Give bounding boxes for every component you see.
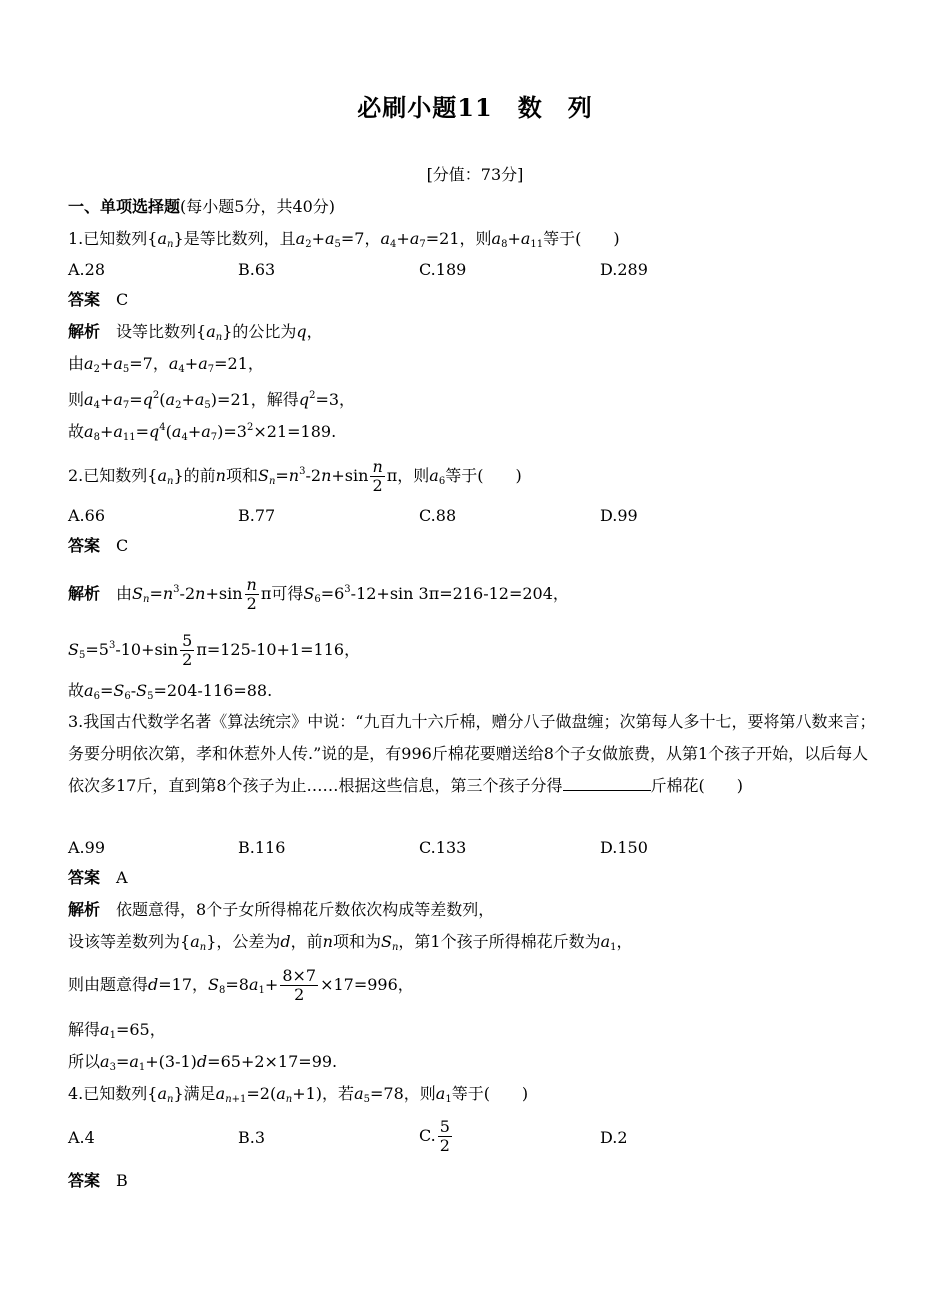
- q4-option-c: C. $\frac{5}{2}$: [419, 1117, 450, 1155]
- q2-answer: 答案 C: [68, 536, 129, 555]
- q1-option-c: C.189: [419, 260, 467, 279]
- q3-analysis-2: 设该等差数列为$\{a_n\}$，公差为d，前n项和为$S_n$，第1个孩子所得棉花斤数为$a_1$，: [68, 932, 633, 953]
- q2-analysis-2: $S_5=5^3-10+\sin$ $\frac{5}{2}$ π=125-10+1=116，: [68, 631, 361, 669]
- q2-option-b: B.77: [238, 506, 276, 525]
- q3-option-c: C.133: [419, 838, 467, 857]
- score-total: [分值：73分]: [426, 165, 524, 184]
- q3-option-b: B.116: [238, 838, 286, 857]
- q4-option-b: B.3: [238, 1128, 266, 1147]
- q3-analysis-5: 所以$a_3=a_1+(3-1)d=65+2\times 17=99$.: [68, 1052, 338, 1073]
- q3-option-d: D.150: [600, 838, 648, 857]
- q2-analysis-3: 故$a_6=S_6-S_5=204-116=88$.: [68, 681, 273, 702]
- q2-analysis-1: 解析 由$S_n=n^3-2n+\sin$ $\frac{n}{2}$ π可得$S_6=6^3-12+\sin$ 3π=216-12=204，: [68, 575, 569, 613]
- q3-analysis-3: 则由题意得d=17，$S_8=8a_1+$ $\frac{8\times 7}{2}$ ×17=996，: [68, 966, 414, 1004]
- page-title: 必刷小题11 数 列: [357, 93, 593, 122]
- q3-answer: 答案 A: [68, 868, 128, 887]
- section-heading: 一、单项选择题(每小题5分，共40分): [68, 197, 336, 216]
- q2-option-d: D.99: [600, 506, 638, 525]
- question-3: 3.我国古代数学名著《算法统宗》中说：“九百九十六斤棉，赠分八子做盘缠；次第每人多十七，要将第八数来言；务要分明依次第，孝和休惹外人传.”说的是，有996斤棉花要赠送给8个子女做旅费，从第1个孩子开始，以后每人依次多17斤，直到第8个孩子为止……根据这些信息，第三个孩子分得 斤棉花( ): [68, 712, 876, 795]
- q3-option-a: A.99: [68, 838, 105, 857]
- q1-analysis-2: 由$a_2+a_5=7$，$a_4+a_7=21$，: [68, 354, 264, 375]
- q3-analysis-1: 解析 依题意得，8个子女所得棉花斤数依次构成等差数列，: [68, 900, 495, 919]
- q1-option-a: A.28: [68, 260, 105, 279]
- q1-analysis-1: 解析 设等比数列$\{a_n\}$的公比为q，: [68, 322, 323, 343]
- question-4: 4.已知数列$\{a_n\}$满足$a_{n+1}=2(a_n+1)$，若$a_5=78$，则$a_1$等于( ): [68, 1084, 529, 1105]
- q3-analysis-4: 解得$a_1=65$，: [68, 1020, 166, 1041]
- q1-option-d: D.289: [600, 260, 648, 279]
- q2-option-c: C.88: [419, 506, 457, 525]
- q2-option-a: A.66: [68, 506, 105, 525]
- q1-analysis-4: 故$a_8+a_{11}=q^4(a_4+a_7)=3^2\times 21=189$.: [68, 422, 337, 443]
- question-2: 2.已知数列$\{a_n\}$的前n项和$S_n=n^3-2n+\sin$ $\frac{n}{2}$ π，则$a_6$等于( ): [68, 457, 522, 495]
- q1-analysis-3: 则$a_4+a_7=q^2(a_2+a_5)=21$，解得$q^2=3$，: [68, 390, 356, 411]
- question-1: 1.已知数列$\{a_n\}$是等比数列，且$a_2+a_5=7$，$a_4+a_7=21$，则$a_8+a_{11}$等于( ): [68, 229, 620, 250]
- q4-option-a: A.4: [68, 1128, 95, 1147]
- fill-in-blank: [563, 776, 651, 791]
- q4-answer: 答案 B: [68, 1171, 128, 1190]
- q1-option-b: B.63: [238, 260, 276, 279]
- q4-option-d: D.2: [600, 1128, 628, 1147]
- q1-answer: 答案 C: [68, 290, 129, 309]
